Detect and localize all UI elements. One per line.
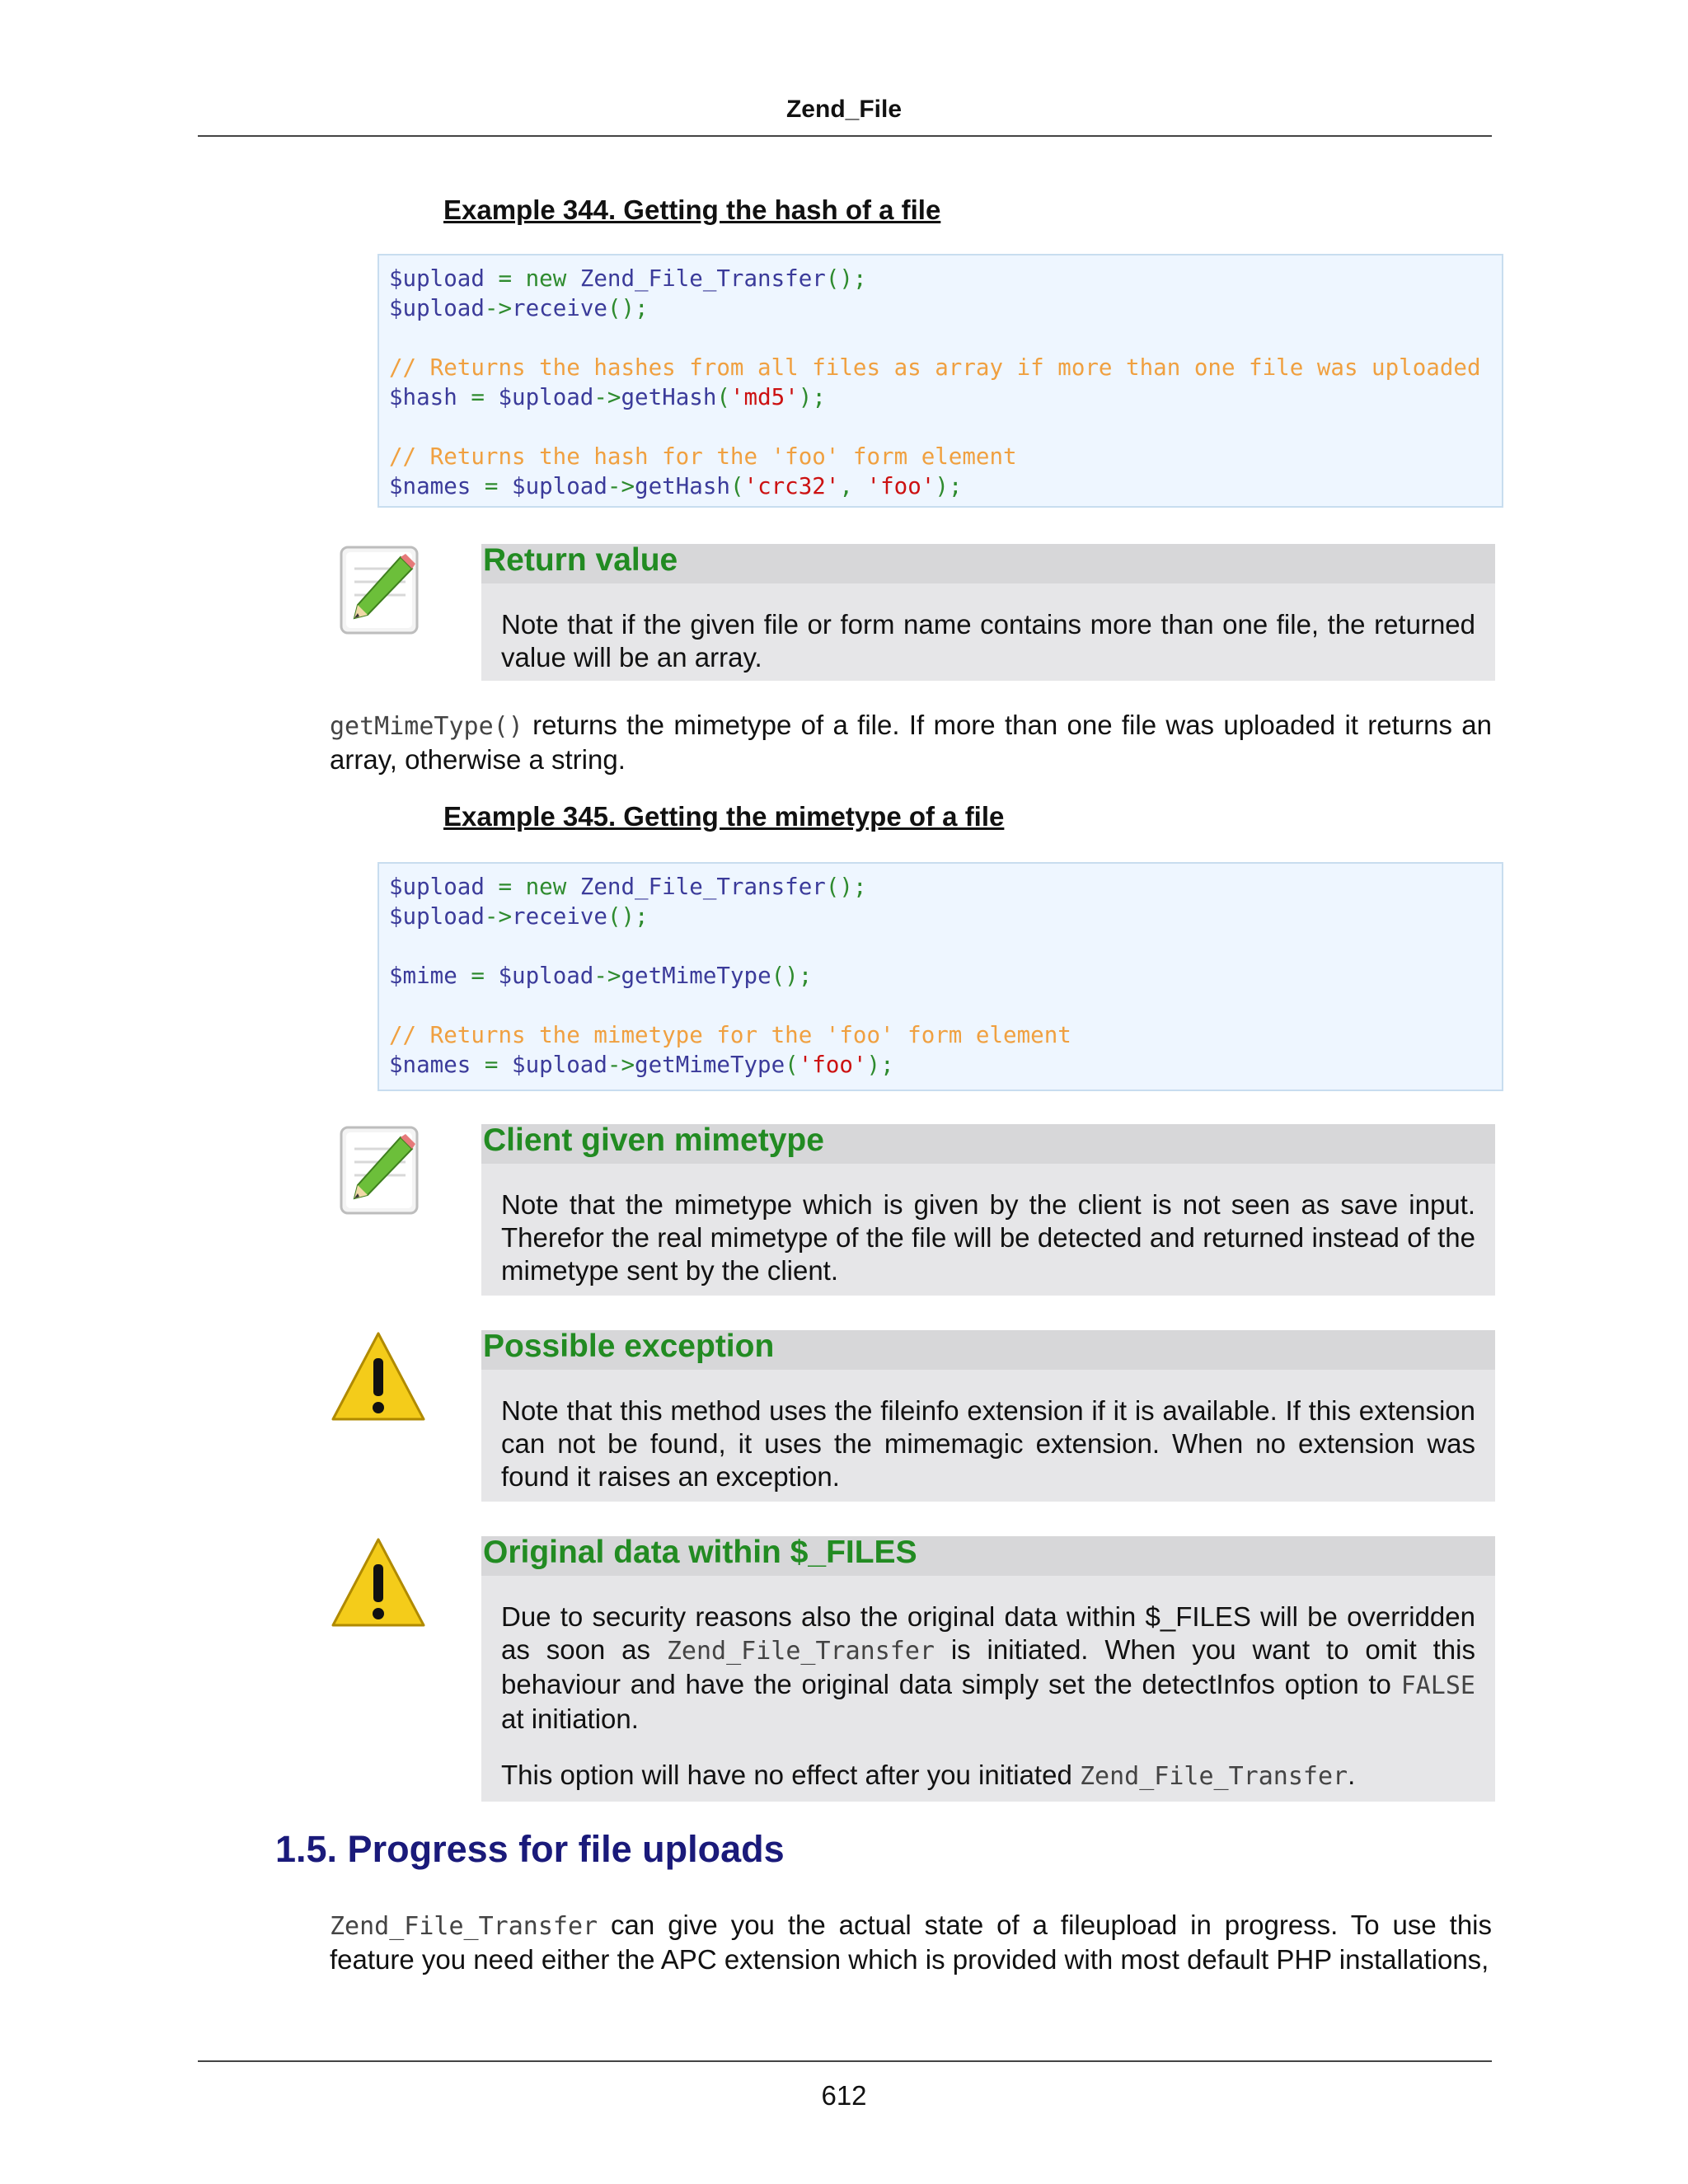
note-pencil-icon	[330, 541, 427, 638]
inline-code: Zend_File_Transfer	[330, 1912, 598, 1941]
example-345-title: Example 345. Getting the mimetype of a file	[443, 801, 1005, 832]
code-line: $upload->receive();	[389, 295, 649, 321]
note-possible-exception	[481, 1330, 1495, 1502]
note-title: Return value	[483, 542, 678, 578]
example-344-title: Example 344. Getting the hash of a file	[443, 194, 941, 225]
inline-code: getMimeType()	[330, 712, 523, 741]
page-number: 612	[821, 2080, 867, 2111]
note-original-data-files	[481, 1536, 1495, 1802]
code-line: $upload->receive();	[389, 903, 649, 930]
code-line: $upload = new Zend_File_Transfer();	[389, 874, 867, 900]
note-client-given-mimetype	[481, 1124, 1495, 1296]
paragraph-getmimetype: getMimeType() returns the mimetype of a file. If more than one file was uploaded it returns an array, otherwise a string.	[330, 710, 1492, 775]
inline-code: Zend_File_Transfer	[1079, 1762, 1348, 1791]
running-header: Zend_File	[785, 96, 903, 123]
note-body: Note that if the given file or form name contains more than one file, the returned value will be an array.	[501, 609, 1475, 673]
note-title: Possible exception	[483, 1329, 775, 1364]
code-comment: // Returns the mimetype for the 'foo' form element	[389, 1022, 1071, 1048]
note-pencil-icon	[330, 1121, 427, 1218]
code-line: $names = $upload->getHash('crc32', 'foo');	[389, 473, 963, 499]
footer-rule	[198, 2060, 1492, 2062]
code-line: $hash = $upload->getHash('md5');	[389, 384, 826, 410]
inline-code: Zend_File_Transfer	[666, 1637, 935, 1666]
note-body: This option will have no effect after you initiated Zend_File_Transfer.	[501, 1760, 1356, 1791]
code-line: $mime = $upload->getMimeType();	[389, 963, 813, 989]
code-comment: // Returns the hashes from all files as array if more than one file was uploaded	[389, 354, 1481, 381]
code-line: $names = $upload->getMimeType('foo');	[389, 1052, 894, 1078]
note-title: Original data within $_FILES	[483, 1535, 917, 1570]
note-body: Due to security reasons also the original data within $_FILES will be overridden as soon as Zend_File_Transfer is initiated. When you want to omit this behaviour and have the original data simply set the detectInfos option to FALSE at initiation.	[501, 1601, 1475, 1734]
code-block-example-344	[377, 254, 1503, 508]
code-comment: // Returns the hash for the 'foo' form element	[389, 443, 1017, 470]
section-title: 1.5. Progress for file uploads	[275, 1828, 785, 1870]
inline-code: FALSE	[1400, 1671, 1475, 1700]
note-body: Note that the mimetype which is given by the client is not seen as save input. Therefor the real mimetype of the file will be detected and returned instead of the mimetype sent by the client.	[501, 1189, 1475, 1286]
warning-icon	[330, 1535, 427, 1632]
note-return-value	[481, 544, 1495, 681]
warning-icon	[330, 1329, 427, 1426]
header-rule	[198, 135, 1492, 137]
code-line: $upload = new Zend_File_Transfer();	[389, 265, 867, 292]
note-title: Client given mimetype	[483, 1122, 824, 1158]
note-body: Note that this method uses the fileinfo extension if it is available. If this extension can not be found, it uses the mimemagic extension. When no extension was found it raises an exception.	[501, 1395, 1475, 1492]
section-paragraph: Zend_File_Transfer can give you the actual state of a fileupload in progress. To use this feature you need either the APC extension which is provided with most default PHP installations,	[330, 1910, 1492, 1975]
code-block-example-345	[377, 862, 1503, 1091]
